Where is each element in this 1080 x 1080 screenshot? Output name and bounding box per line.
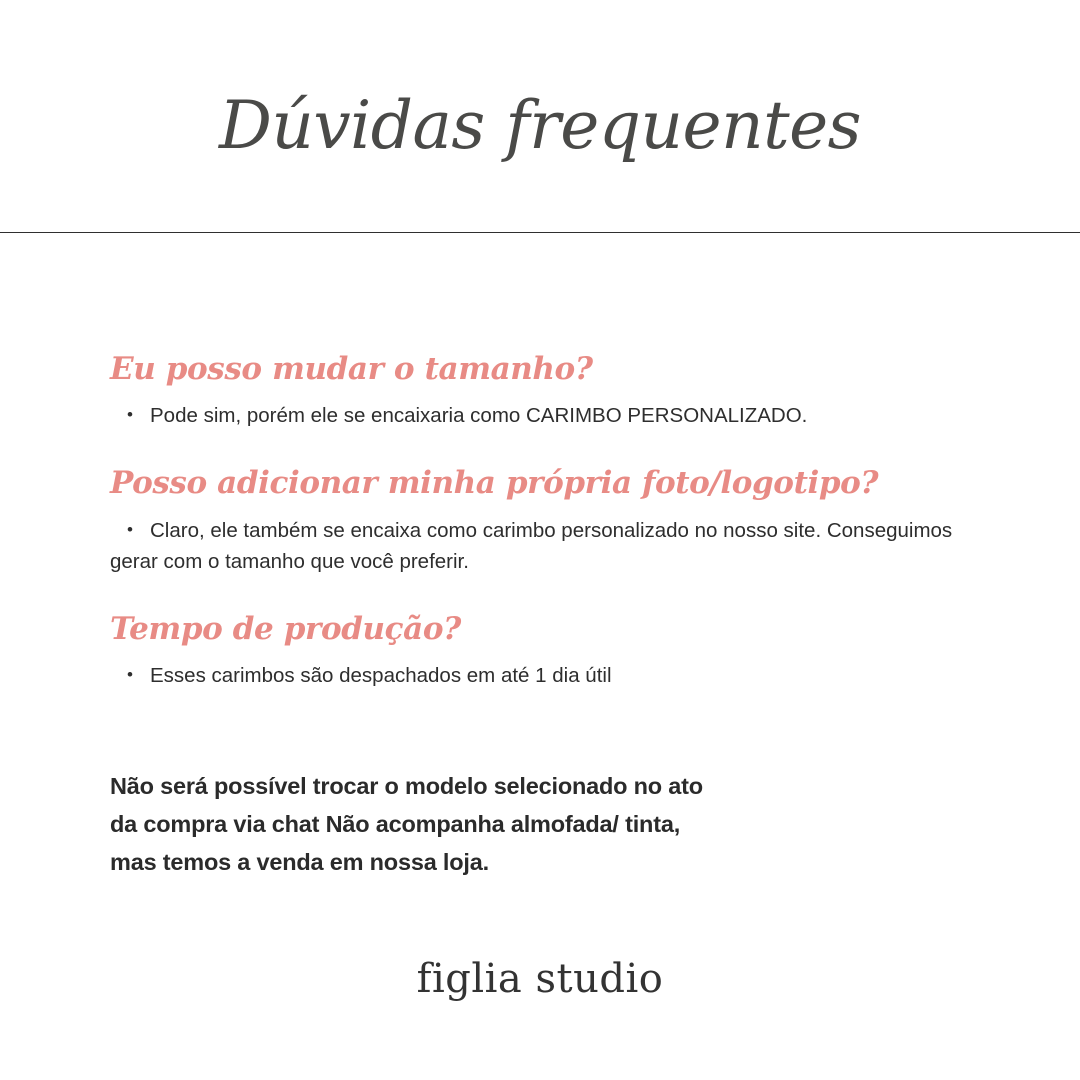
page-footer bbox=[0, 910, 1080, 1080]
notice-line-2: da compra via chat Não acompanha almofada/ tinta, bbox=[110, 811, 681, 838]
faq-item bbox=[110, 611, 970, 691]
notice-block bbox=[110, 767, 830, 881]
faq-answer bbox=[110, 400, 970, 431]
faq-answer-text: Esses carimbos são despachados em até 1 dia útil bbox=[150, 664, 612, 688]
notice-line-3: mas temos a venda em nossa loja. bbox=[110, 849, 489, 876]
faq-question: Eu posso mudar o tamanho? bbox=[110, 351, 593, 387]
faq-answer-text: Claro, ele também se encaixa como carimbo personalizado no nosso site. Conseguimos gerar com o tamanho que você preferir. bbox=[110, 518, 953, 573]
bullet-icon: • bbox=[127, 519, 133, 539]
faq-item bbox=[110, 465, 970, 577]
bullet-icon: • bbox=[127, 665, 133, 685]
notice-line-1: Não será possível trocar o modelo selecionado no ato bbox=[110, 773, 703, 800]
page-title: Dúvidas frequentes bbox=[218, 86, 862, 164]
faq-item bbox=[110, 351, 970, 431]
brand-logo: figlia studio bbox=[416, 956, 664, 1002]
faq-content bbox=[0, 233, 1080, 910]
faq-question: Posso adicionar minha própria foto/logotipo? bbox=[110, 465, 879, 502]
faq-answer bbox=[110, 660, 970, 691]
page-header bbox=[0, 0, 1080, 232]
faq-answer bbox=[110, 515, 970, 577]
bullet-icon: • bbox=[127, 405, 133, 425]
faq-question: Tempo de produção? bbox=[110, 610, 461, 647]
faq-answer-text: Pode sim, porém ele se encaixaria como CARIMBO PERSONALIZADO. bbox=[150, 404, 808, 428]
faq-list bbox=[110, 351, 970, 691]
